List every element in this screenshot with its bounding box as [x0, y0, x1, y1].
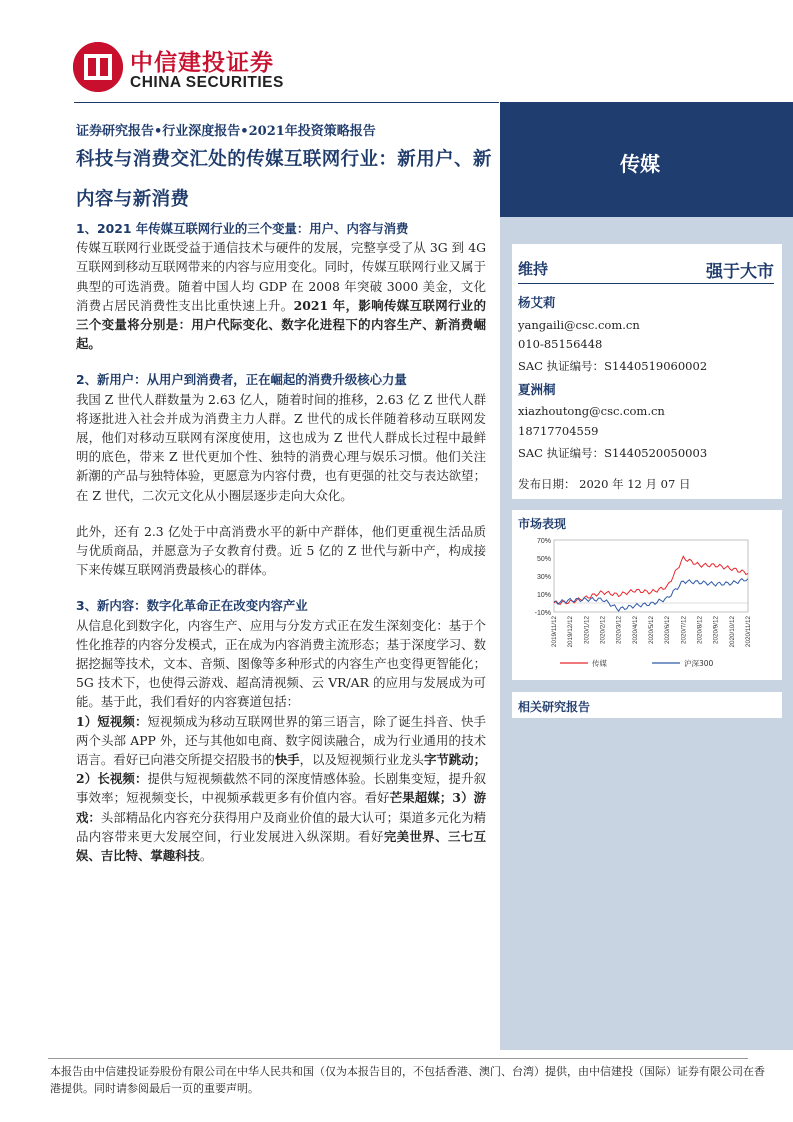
company-name: 完美世界、三七互娱、吉比特、掌趣科技 — [76, 828, 487, 864]
publish-date: 发布日期： 2020 年 12 月 07 日 — [518, 477, 691, 491]
paragraph: 我国 Z 世代人群数量为 2.63 亿人，随着时间的推移，2.63 亿 Z 世代人群将逐批进入社会并成为消费主力人群。Z 世代的成长伴随着移动互联网发展，他们对移动互联网有深度使用，这也成为 Z 世代人群成长过程中最鲜明的底色，带来 Z 世代更加个性、独特的消费心理与娱乐习惯。他们关注新潮的产品与独特体验，更愿意为内容付费，也有更强的社交与表达欲望；在 Z 世代，二次元文化从小圈层逐步走向大众化。 — [76, 391, 486, 503]
paragraph: 从信息化到数字化，内容生产、应用与分发方式正在发生深刻变化：基于个性化推荐的内容分发模式，正在成为内容消费主流形态；基于深度学习、数据挖掘等技术，文本、音频、图像等多种形式的内容生产也变得更智能化；5G 技术下，也使得云游戏、超高清视频、云 VR/AR 的应用与发展成为可能。基于此，我们看好的内容赛道包括： — [76, 617, 486, 710]
y-tick-label: -10% — [534, 610, 551, 617]
breadcrumb: 证券研究报告•行业深度报告•2021年投资策略报告 — [76, 124, 376, 139]
analyst-email[interactable]: xiazhoutong@csc.com.cn — [518, 404, 665, 418]
x-tick-label: 2020/5/12 — [648, 616, 655, 645]
x-tick-label: 2019/11/12 — [551, 616, 558, 648]
chart-title: 市场表现 — [518, 517, 567, 531]
legend-label: 沪深300 — [684, 659, 714, 668]
series-line-csi300 — [554, 579, 748, 612]
analyst-sac: SAC 执证编号：S1440520050003 — [518, 446, 708, 460]
x-tick-label: 2020/8/12 — [696, 616, 704, 645]
related-reports-title: 相关研究报告 — [518, 700, 591, 714]
company-name: 芒果超媒 — [389, 790, 440, 806]
paragraph-text: 。 — [199, 848, 213, 864]
x-tick-label: 2020/10/12 — [728, 616, 736, 648]
sector-label: 传媒 — [620, 152, 660, 176]
rating-value: 强于大市 — [706, 262, 774, 282]
footer-disclaimer: 本报告由中信建投证券股份有限公司在中华人民共和国（仅为本报告目的，不包括香港、澳门、台湾）提供，由中信建投（国际）证券有限公司在香港提供。同时请参阅最后一页的重要声明。 — [50, 1065, 765, 1095]
list-label: ；2）长视频： — [76, 752, 487, 787]
y-tick-label: 10% — [536, 592, 551, 599]
x-tick-label: 2019/12/12 — [567, 616, 575, 648]
market-chart — [512, 534, 782, 672]
y-tick-label: 30% — [536, 574, 551, 581]
header-divider — [74, 102, 499, 103]
x-tick-label: 2020/2/12 — [599, 616, 607, 645]
x-tick-label: 2020/3/12 — [615, 616, 623, 645]
paragraph-text: ，以及短视频行业龙头 — [299, 752, 424, 768]
analyst-name: 杨艾莉 — [518, 295, 556, 310]
analyst-phone: 010-85156448 — [518, 337, 603, 351]
paragraph-text: 短视频成为移动互联网世界的第三语言，除了诞生抖音、快手两个头部 APP 外，还与其他如电商、数字阅读融合，成为行业通用的技术语言。看好已向港交所提交招股书的 — [76, 713, 487, 768]
x-tick-label: 2020/6/12 — [664, 616, 672, 645]
analyst-phone: 18717704559 — [518, 424, 599, 438]
paragraph-bold: 2021 年，影响传媒互联网行业的三个变量将分别是：用户代际变化、数字化进程下的内容生产、新消费崛起。 — [76, 297, 486, 352]
analyst-name: 夏洲桐 — [518, 382, 556, 397]
section-heading: 1、2021 年传媒互联网行业的三个变量：用户、内容与消费 — [76, 221, 409, 236]
y-tick-label: 70% — [536, 538, 551, 545]
company-name: 字节跳动 — [423, 752, 474, 768]
paragraph: 此外，还有 2.3 亿处于中高消费水平的新中产群体，他们更重视生活品质与优质商品，并愿意为子女教育付费。近 5 亿的 Z 世代与新中产，构成接下来传媒互联网消费最核心的群体。 — [76, 523, 486, 578]
list-label: 1）短视频： — [76, 713, 148, 729]
x-tick-label: 2020/9/12 — [712, 616, 720, 645]
paragraph — [76, 712, 486, 866]
x-tick-label: 2020/1/12 — [583, 616, 591, 645]
x-tick-label: 2020/4/12 — [631, 616, 639, 645]
section-heading: 3、新内容：数字化革命正在改变内容产业 — [76, 598, 308, 614]
paragraph — [76, 238, 486, 353]
logo-icon — [73, 42, 123, 92]
logo-text-en: CHINA SECURITIES — [130, 74, 284, 91]
paragraph-text: 提供与短视频截然不同的深度情感体验。长剧集变短，提升叙事效率；短视频变长，中视频承载更多有价值内容。看好 — [76, 771, 487, 806]
logo-text: 中信建投证券 — [130, 50, 274, 76]
series-line-media — [554, 556, 748, 604]
section-heading: 2、新用户：从用户到消费者，正在崛起的消费升级核心力量 — [76, 372, 407, 388]
paragraph-text: 头部精品化内容充分获得用户及商业价值的最大认可；渠道多元化为精品内容带来更大发展空间，行业发展进入纵深期。看好 — [76, 809, 487, 844]
plot-frame — [554, 540, 748, 612]
company-name: 快手 — [274, 752, 300, 768]
rating-divider — [518, 283, 774, 284]
body-content — [76, 219, 486, 865]
footer-divider — [48, 1058, 748, 1059]
legend-label: 传媒 — [592, 659, 607, 668]
paragraph-text: 传媒互联网行业既受益于通信技术与硬件的发展，完整享受了从 3G 到 4G 互联网到移动互联网带来的内容与应用变化。同时，传媒互联网行业又属于典型的可选消费。随着中国人均 GDP 在 2008 年突破 3000 美金，文化消费占居民消费性支出比重快速上升。 — [76, 240, 486, 313]
analyst-sac: SAC 执证编号：S1440519060002 — [518, 359, 708, 373]
list-label: ；3）游戏： — [76, 790, 487, 825]
x-tick-label: 2020/7/12 — [680, 616, 688, 645]
analyst-email[interactable]: yangaili@csc.com.cn — [518, 318, 640, 332]
y-tick-label: 50% — [536, 556, 551, 563]
x-tick-label: 2020/11/12 — [745, 616, 752, 648]
rating-action: 维持 — [518, 260, 549, 278]
report-title: 科技与消费交汇处的传媒互联网行业：新用户、新内容与新消费 — [76, 149, 492, 210]
